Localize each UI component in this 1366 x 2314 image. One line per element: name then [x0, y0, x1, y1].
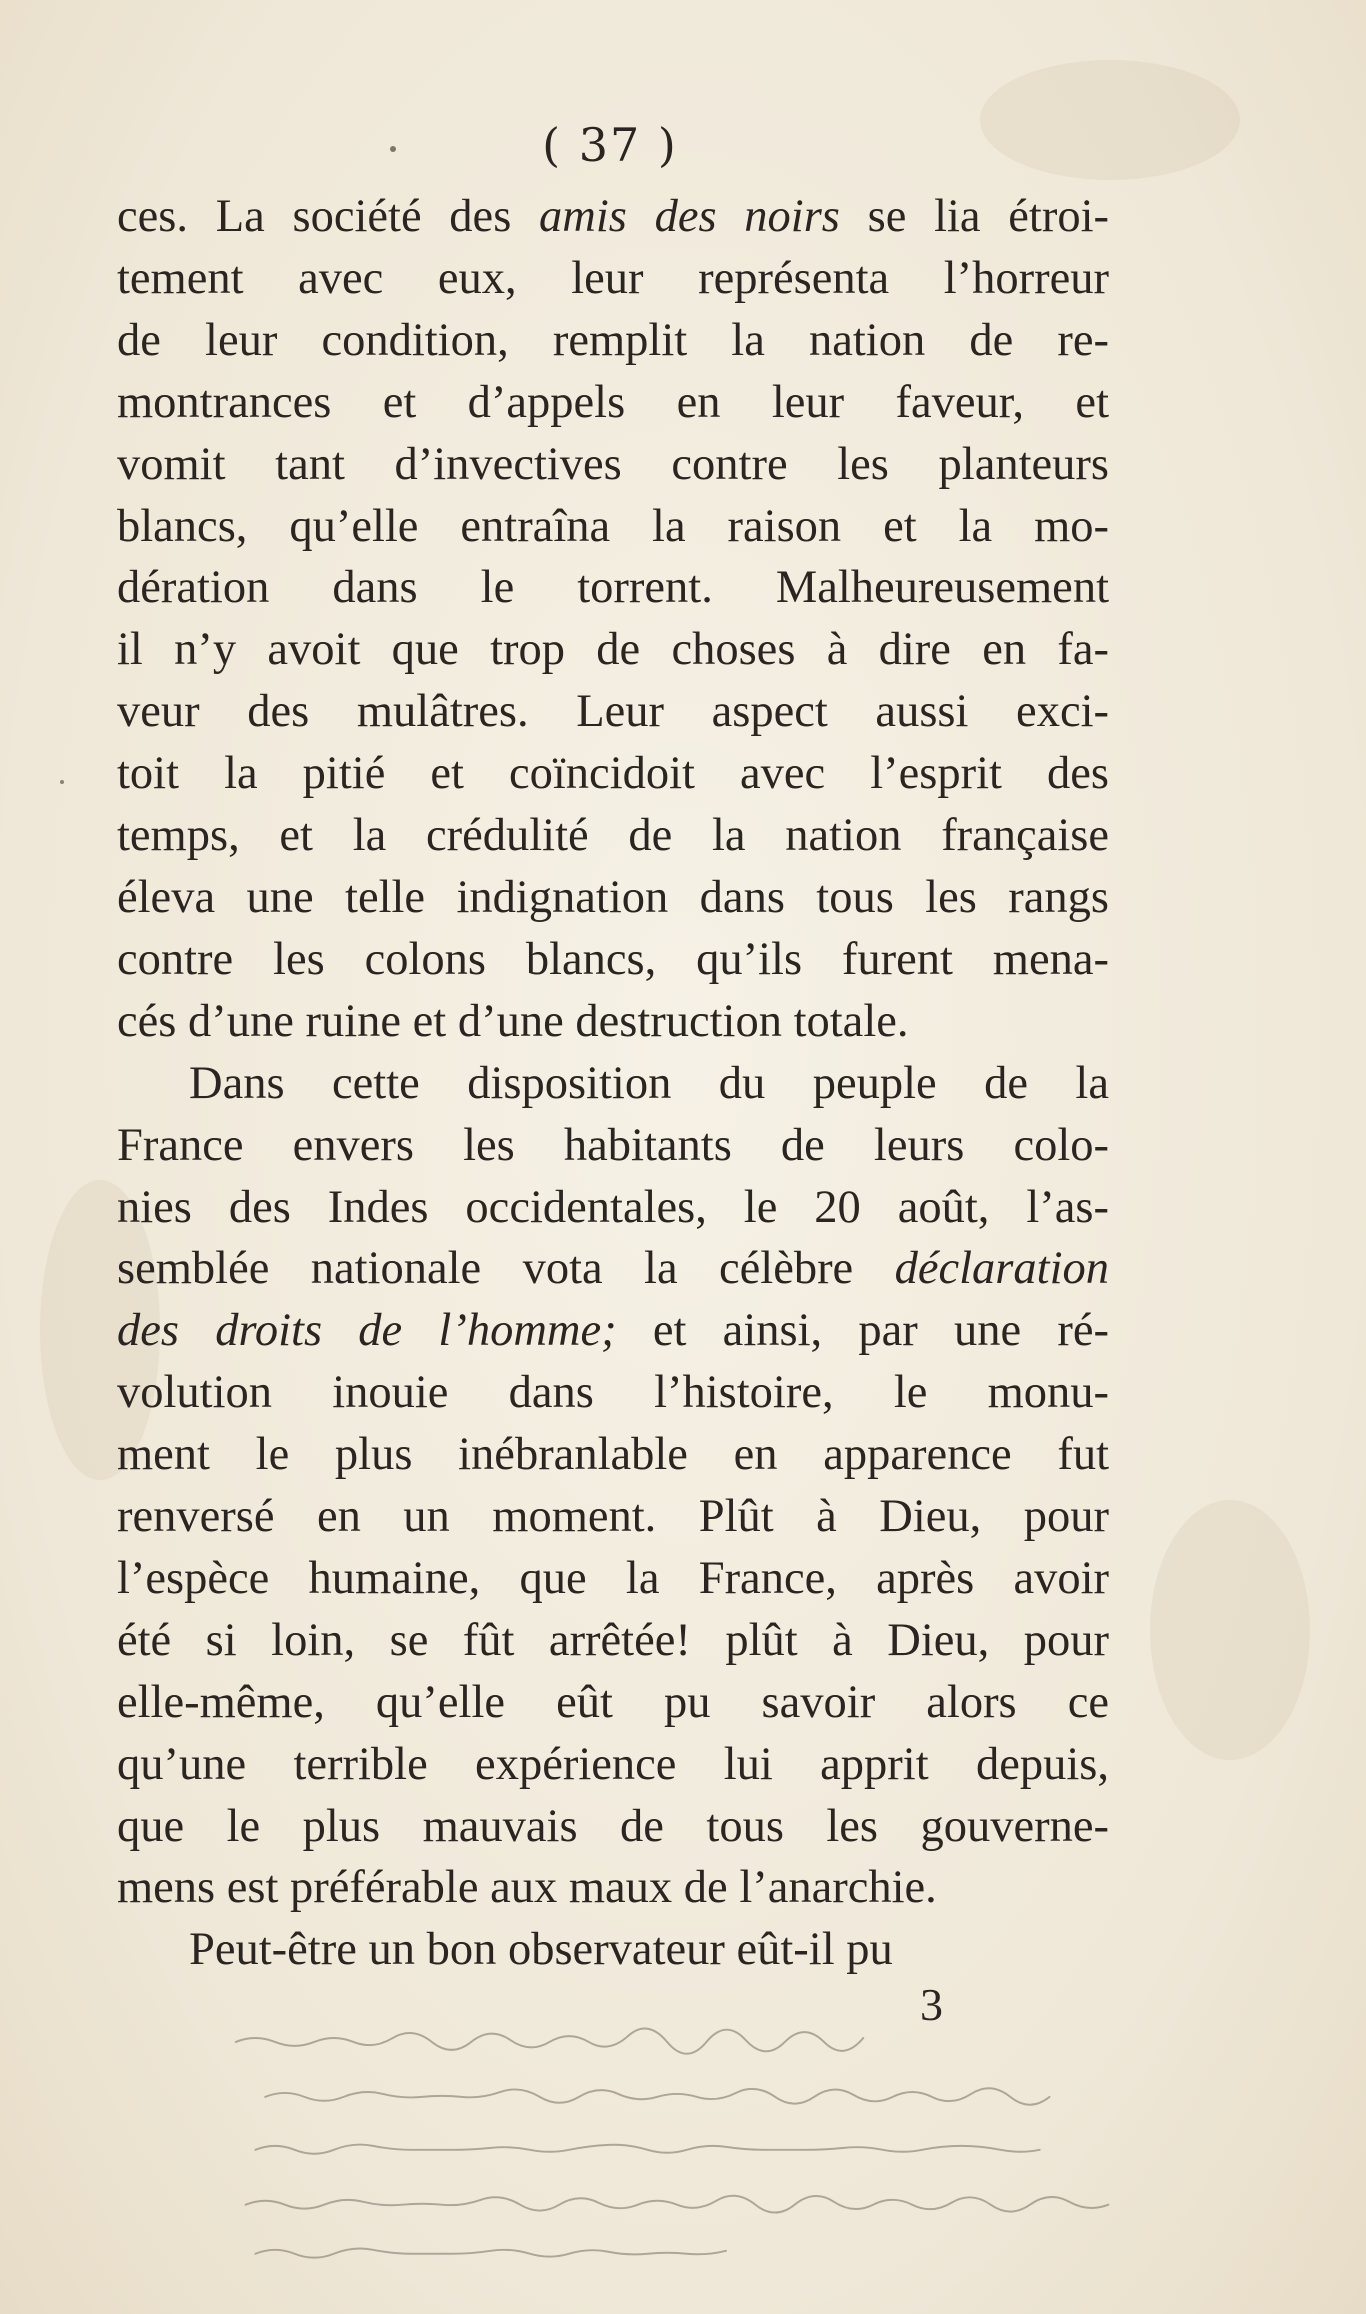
italic-phrase: amis des noirs: [539, 191, 840, 242]
text-line: vomit tant d’invectives contre les planteurs: [117, 438, 1109, 490]
text-line: montrances et d’appels en leur faveur, et: [117, 376, 1109, 428]
text-line: renversé en un moment. Plût à Dieu, pour: [117, 1491, 1109, 1543]
text-line: temps, et la crédulité de la nation française: [117, 810, 1109, 862]
text-line: dération dans le torrent. Malheureusement: [117, 562, 1109, 614]
paper-stain: [1150, 1500, 1310, 1760]
text-line: que le plus mauvais de tous les gouverne-: [117, 1800, 1109, 1852]
text-line: toit la pitié et coïncidoit avec l’esprit des: [117, 748, 1109, 800]
body-text: [117, 186, 1109, 1981]
text-line: l’espèce humaine, que la France, après avoir: [117, 1552, 1109, 1604]
text-line: volution inouie dans l’histoire, le monu-: [117, 1367, 1109, 1419]
text-line: nies des Indes occidentales, le 20 août, l’as-: [117, 1181, 1109, 1233]
text-line: des droits de l’homme; et ainsi, par une ré-: [117, 1305, 1109, 1357]
handwritten-pencil-notes: [226, 2010, 1226, 2270]
text-line: éleva une telle indignation dans tous les rangs: [117, 871, 1109, 923]
text-line: France envers les habitants de leurs colo-: [117, 1119, 1109, 1171]
text-line: tement avec eux, leur représenta l’horreur: [117, 252, 1109, 304]
text-line: il n’y avoit que trop de choses à dire en fa-: [117, 624, 1109, 676]
italic-phrase: déclaration: [894, 1243, 1109, 1295]
paragraph-start-line: Peut-être un bon observateur eût-il pu: [189, 1924, 893, 1976]
text-line: mens est préférable aux maux de l’anarchie.: [117, 1862, 937, 1914]
text-line: ces. La société des amis des noirs se lia étroi-: [117, 191, 1109, 242]
signature-mark: 3: [920, 1979, 943, 2030]
text-line: de leur condition, remplit la nation de re-: [117, 314, 1109, 366]
text-line: contre les colons blancs, qu’ils furent mena-: [117, 933, 1109, 985]
pencil-scribble: [236, 2029, 863, 2054]
pencil-scribble: [265, 2088, 1049, 2104]
italic-phrase: des droits de l’homme;: [117, 1305, 617, 1357]
page-number: ( 37 ): [542, 118, 678, 172]
ink-dot: [60, 780, 64, 784]
text-line: blancs, qu’elle entraîna la raison et la mo-: [117, 500, 1109, 552]
text-line: été si loin, se fût arrêtée! plût à Dieu, pour: [117, 1614, 1109, 1666]
text-line: veur des mulâtres. Leur aspect aussi exci-: [117, 686, 1109, 738]
text-line: semblée nationale vota la célèbre déclaration: [117, 1243, 1109, 1295]
pencil-scribble: [255, 2145, 1039, 2154]
ink-dot: [390, 146, 396, 152]
text-line: qu’une terrible expérience lui apprit depuis,: [117, 1738, 1109, 1790]
text-line: cés d’une ruine et d’une destruction totale.: [117, 995, 909, 1047]
pencil-scribble: [255, 2248, 726, 2257]
paragraph-start-line: Dans cette disposition du peuple de la: [189, 1057, 1109, 1109]
text-line: ment le plus inébranlable en apparence fut: [117, 1429, 1109, 1481]
pencil-scribble: [246, 2196, 1109, 2213]
text-line: elle-même, qu’elle eût pu savoir alors ce: [117, 1676, 1109, 1728]
